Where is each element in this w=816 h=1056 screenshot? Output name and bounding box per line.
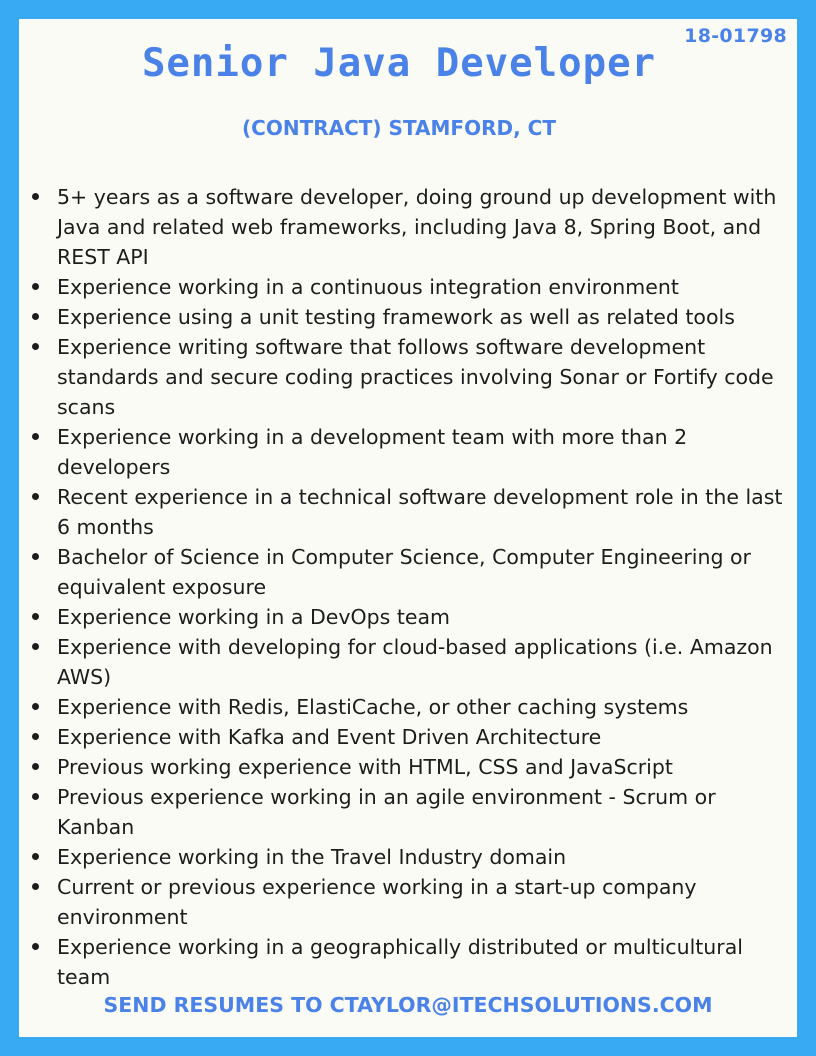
requirement-text: Experience with Kafka and Event Driven Architecture [57,725,602,749]
requirement-text: Previous experience working in an agile environment - Scrum or Kanban [57,785,716,839]
job-posting-card [19,19,797,1037]
bullet-icon [32,943,39,950]
requirement-text: Experience working in a continuous integration environment [57,275,679,299]
bullet-icon [32,313,39,320]
requirement-text: Experience working in a geographically distributed or multicultural team [57,935,743,989]
bullet-icon [32,793,39,800]
job-id: 18-01798 [684,25,787,47]
requirement-text: Recent experience in a technical software development role in the last 6 months [57,485,783,539]
requirement-item [31,602,791,632]
bullet-icon [32,343,39,350]
bullet-icon [32,763,39,770]
bullet-icon [32,553,39,560]
bullet-icon [32,703,39,710]
job-subtitle: (CONTRACT) STAMFORD, CT [242,116,556,140]
requirement-text: 5+ years as a software developer, doing ground up development with Java and related web frameworks, including Java 8, Spring Boot, and REST API [57,185,777,269]
requirement-item [31,692,791,722]
job-title: Senior Java Developer [141,41,657,86]
requirement-item [31,632,791,692]
requirement-text: Experience working in a development team with more than 2 developers [57,425,688,479]
bullet-icon [32,883,39,890]
requirement-item [31,332,791,422]
requirement-text: Previous working experience with HTML, CSS and JavaScript [57,755,673,779]
requirement-text: Experience writing software that follows software development standards and secure coding practices involving Sonar or Fortify code scans [57,335,774,419]
requirement-text: Experience working in the Travel Industry domain [57,845,567,869]
requirements-list [31,182,791,992]
bullet-icon [32,193,39,200]
bullet-icon [32,853,39,860]
bullet-icon [32,613,39,620]
requirement-text: Bachelor of Science in Computer Science, Computer Engineering or equivalent exposure [57,545,751,599]
bullet-icon [32,733,39,740]
requirement-item [31,722,791,752]
bullet-icon [32,283,39,290]
requirement-item [31,182,791,272]
requirement-text: Experience with Redis, ElastiCache, or other caching systems [57,695,689,719]
bullet-icon [32,493,39,500]
requirement-item [31,422,791,482]
requirement-item [31,302,791,332]
bullet-icon [32,643,39,650]
requirement-text: Current or previous experience working in a start-up company environment [57,875,697,929]
bullet-icon [32,433,39,440]
requirement-item [31,932,791,992]
requirement-item [31,782,791,842]
requirement-item [31,842,791,872]
requirement-text: Experience with developing for cloud-based applications (i.e. Amazon AWS) [57,635,773,689]
requirement-text: Experience working in a DevOps team [57,605,451,629]
requirement-item [31,542,791,602]
requirement-text: Experience using a unit testing framework as well as related tools [57,305,735,329]
contact-footer: SEND RESUMES TO CTAYLOR@ITECHSOLUTIONS.COM [103,993,713,1017]
requirement-item [31,272,791,302]
requirement-item [31,872,791,932]
requirement-item [31,752,791,782]
requirement-item [31,482,791,542]
